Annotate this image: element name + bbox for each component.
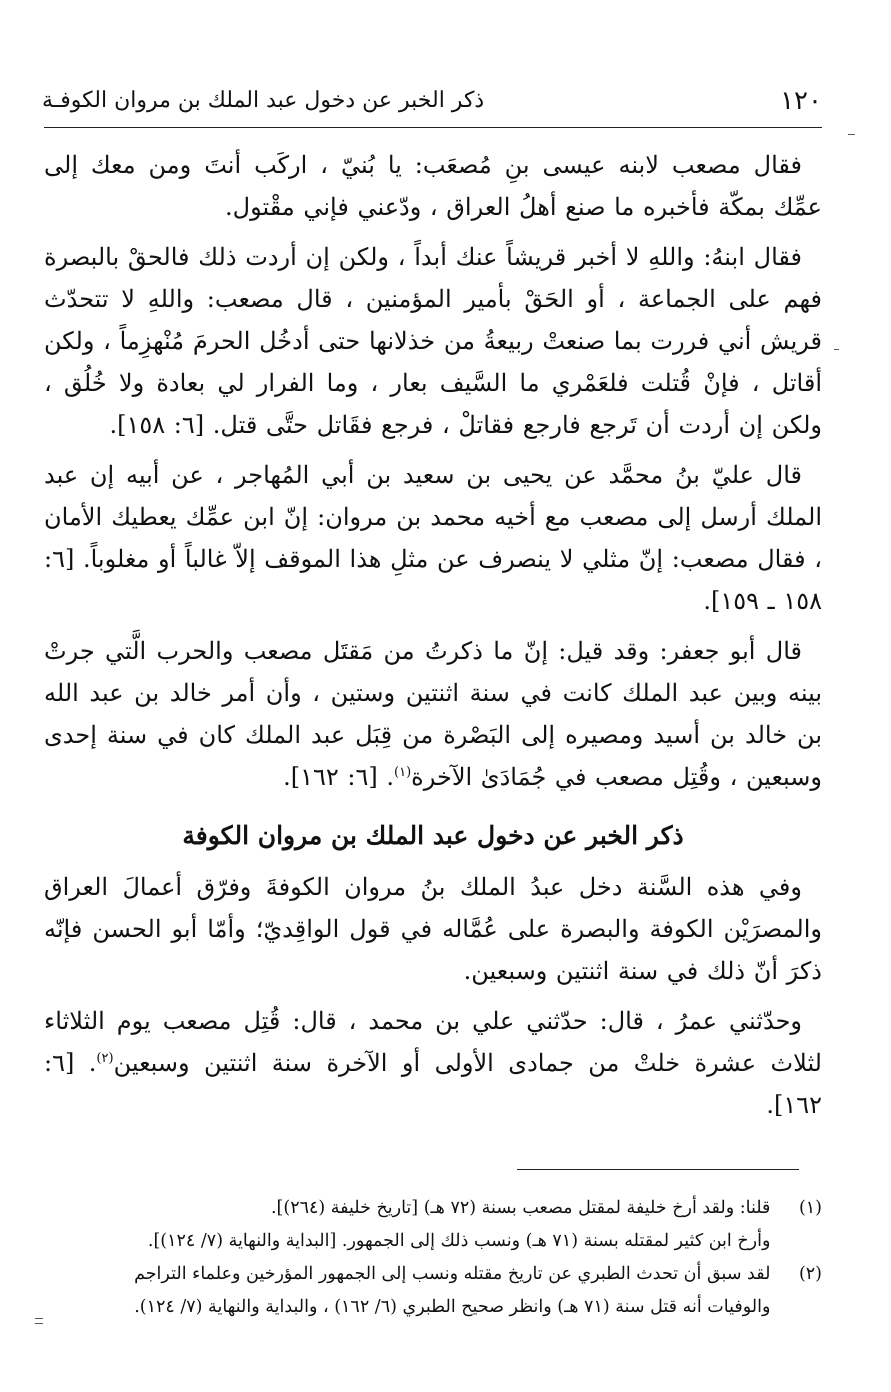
footnote-text: وأرخ ابن كثير لمقتله بسنة (٧١ هـ) ونسب ذلك إلى الجمهور. [البداية والنهاية (٧/ ١٢٤)]. [147, 1231, 771, 1251]
footnote-text: والوفيات أنه قتل سنة (٧١ هـ) وانظر صحيح الطبري (٦/ ١٦٢) ، والبداية والنهاية (٧/ ١٢٤). [134, 1297, 771, 1317]
paragraph-4-tail: . [٦: ١٦٢]. [283, 763, 395, 791]
footnote-line [44, 1192, 822, 1225]
scan-mark [834, 349, 839, 350]
footnote-ref-1: (١) [394, 765, 412, 780]
paragraph-6-text: وحدّثني عمرُ ، قال: حدّثني علي بن محمد ، قال: قُتِل مصعب يوم الثلاثاء لثلاث عشرة خلتْ من جمادى الأولى أو الآخرة سنة اثنتين وسبعين [44, 1007, 822, 1077]
footnote-line [44, 1258, 822, 1291]
paragraph-4-text: قال أبو جعفر: وقد قيل: إنّ ما ذكرتُ من مَقتَل مصعب والحرب الَّتي جرتْ بينه وبين عبد الملك كانت في سنة اثنتين وستين ، وأن أمر خالد بن عبد الله بن خالد بن أسيد ومصيره إلى البَصْرة من قِبَل عبد الملك كان في سنة إحدى وسبعين ، وقُتِل مصعب في جُمَادَىٰ الآخرة [44, 637, 823, 791]
paragraph-1: فقال مصعب لابنه عيسى بنِ مُصعَب: يا بُنيّ ، اركَب أنتَ ومن معك إلى عمِّك بمكّة فأخبره ما صنع أهلُ العراق ، ودّعني فإني مقْتول. [44, 151, 822, 221]
footnote-ref-2: (٢) [96, 1051, 114, 1066]
paragraph-6-tail: . [٦: ١٦٢]. [44, 1049, 822, 1119]
paragraph-6 [44, 1000, 822, 1126]
running-title: ذكر الخبر عن دخول عبد الملك بن مروان الكوفـة [42, 88, 485, 113]
footnote-number: (١) [798, 1198, 822, 1218]
footnote-line [44, 1225, 822, 1258]
page-number: ١٢٠ [780, 86, 822, 116]
footnote-text: لقد سبق أن تحدث الطبري عن تاريخ مقتله ونسب إلى الجمهور المؤرخين وعلماء التراجم [134, 1264, 771, 1284]
paragraph-3: قال عليّ بنُ محمَّد عن يحيى بن سعيد بن أبي المُهاجر ، عن أبيه إن عبد الملك أرسل إلى مصعب مع أخيه محمد بن مروان: إنّ ابن عمِّك يعطيك الأمان ، فقال مصعب: إنّ مثلي لا ينصرف عن مثلِ هذا الموقف إلاّ غالباً أو مغلوباً. [٦: ١٥٨ ـ ١٥٩]. [44, 461, 822, 615]
header-rule [44, 127, 822, 128]
footnote-line [44, 1291, 822, 1324]
scan-mark [35, 1323, 43, 1324]
running-header [42, 84, 822, 124]
scan-mark [35, 1318, 43, 1319]
scan-mark [848, 134, 855, 135]
paragraph-5: وفي هذه السَّنة دخل عبدُ الملك بنُ مروان الكوفةَ وفرّق أعمالَ العراق والمصرَيْن الكوفة والبصرة على عُمَّاله في قول الواقِديّ؛ وأمّا أبو الحسن فإنّه ذكرَ أنّ ذلك في سنة اثنتين وسبعين. [44, 873, 822, 985]
section-heading: ذكر الخبر عن دخول عبد الملك بن مروان الكوفة [182, 821, 684, 850]
footnote-number: (٢) [798, 1264, 822, 1284]
paragraph-2: فقال ابنهُ: واللهِ لا أخبر قريشاً عنك أبداً ، ولكن إن أردت ذلك فالحقْ بالبصرة فهم على الجماعة ، أو الحَقْ بأمير المؤمنين ، قال مصعب: واللهِ لا تتحدّث قريش أني فررت بما صنعتْ ربيعةُ من خذلانها حتى أدخُل الحرمَ مُنْهزِماً ، ولكن أقاتل ، فإنْ قُتلت فلعَمْري ما السَّيف بعار ، وما الفرار لي بعادة ولا خُلُق ، ولكن إن أردت أن تَرجع فارجع فقاتلْ ، فرجع فقَاتل حتَّى قتل. [٦: ١٥٨]. [44, 243, 823, 439]
footnote-text: قلنا: ولقد أرخ خليفة لمقتل مصعب بسنة (٧٢ هـ) [تاريخ خليفة (٢٦٤)]. [270, 1198, 771, 1218]
footnote-rule [517, 1169, 799, 1170]
paragraph-4 [44, 630, 822, 798]
main-text [44, 144, 822, 1134]
footnotes [44, 1192, 822, 1324]
